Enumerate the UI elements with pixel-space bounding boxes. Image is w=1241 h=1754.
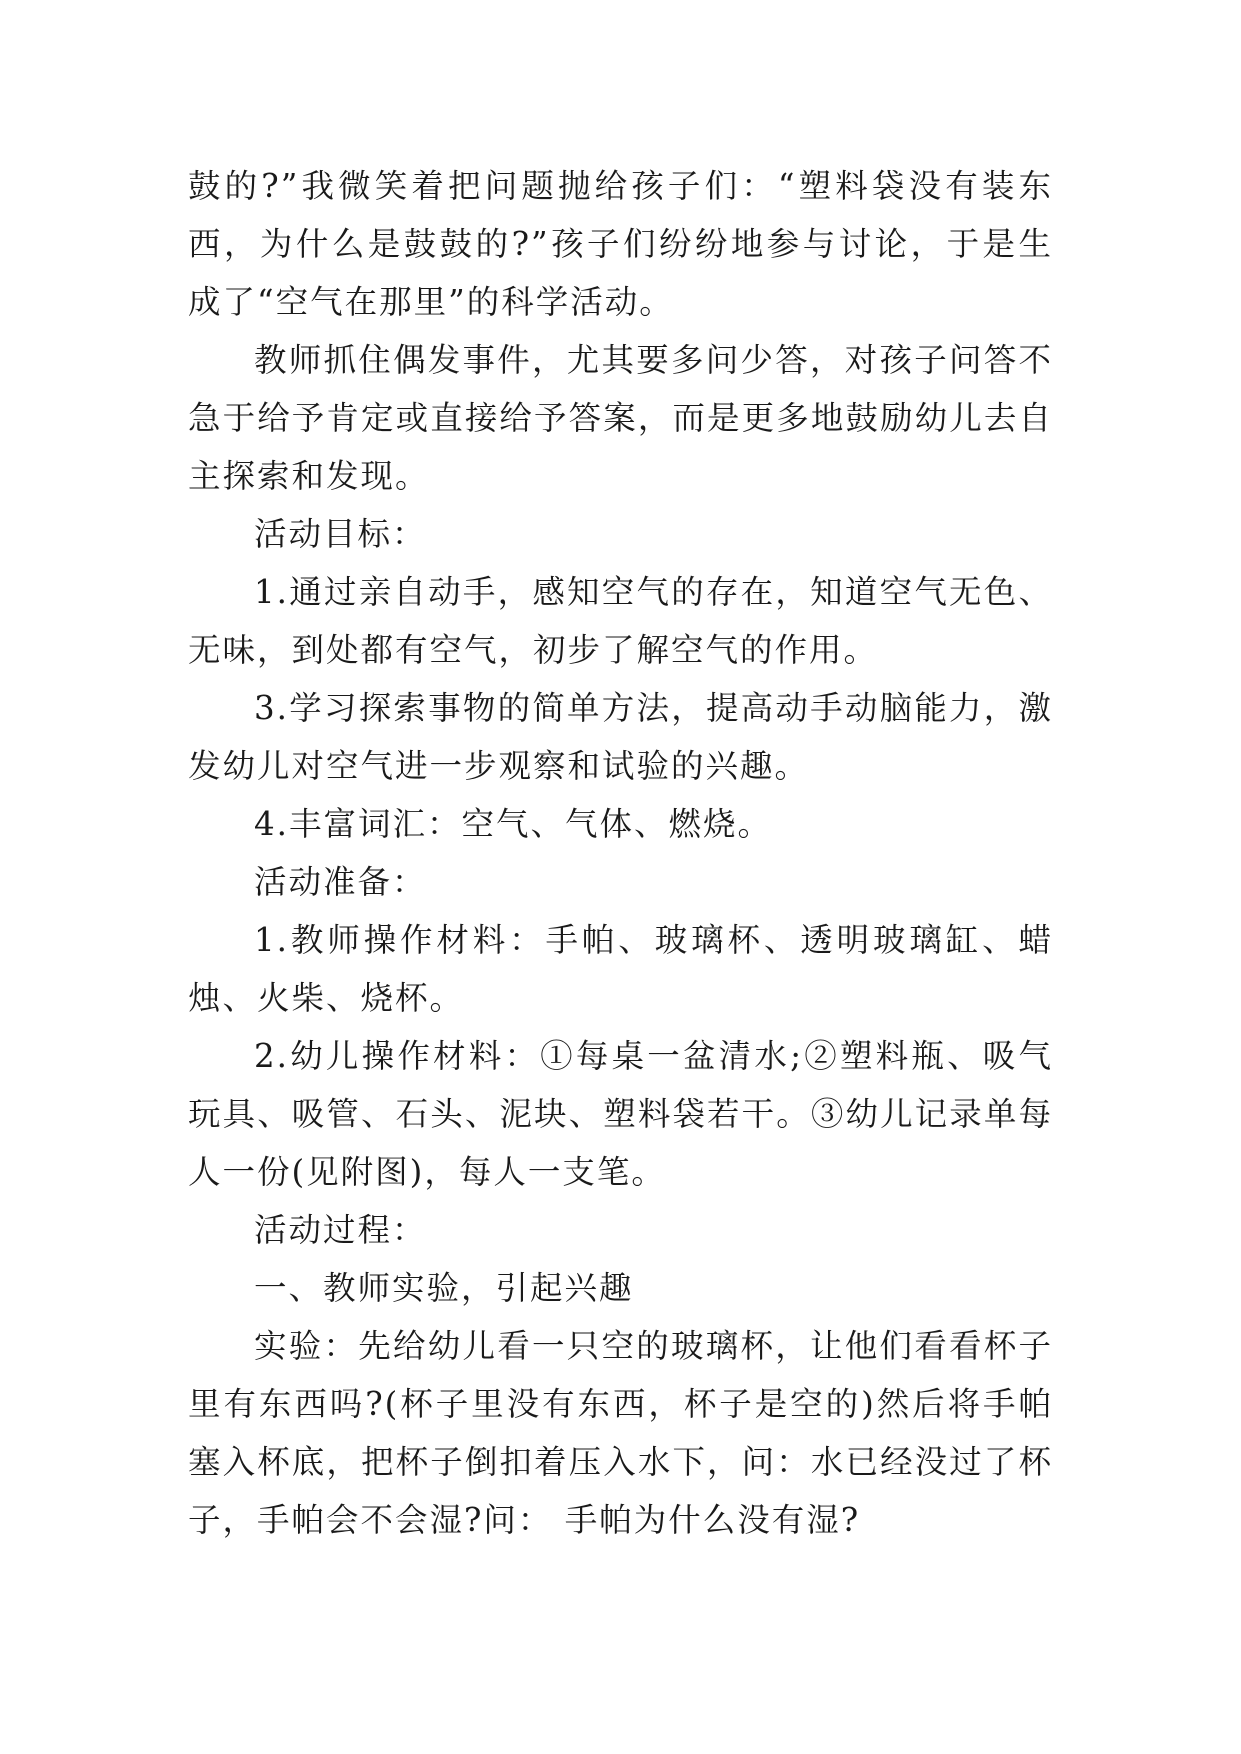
preparation-item-1: 1.教师操作材料：手帕、玻璃杯、透明玻璃缸、蜡烛、火柴、烧杯。: [188, 921, 1053, 1017]
goal-item-4: 4.丰富词汇：空气、气体、燃烧。: [254, 805, 773, 843]
paragraph-teacher-note: 教师抓住偶发事件，尤其要多问少答，对孩子问答不急于给予肯定或直接给予答案，而是更多地鼓励幼儿去自主探索和发现。: [188, 341, 1053, 495]
experiment-description: 实验：先给幼儿看一只空的玻璃杯，让他们看看杯子里有东西吗?(杯子里没有东西，杯子是空的)然后将手帕塞入杯底，把杯子倒扣着压入水下，问：水已经没过了杯子，手帕会不会湿?问： 手帕为什么没有湿?: [188, 1327, 1053, 1539]
document-body: [188, 157, 1053, 1549]
heading-activity-goals: 活动目标：: [254, 515, 427, 553]
heading-activity-process: 活动过程：: [254, 1211, 427, 1249]
preparation-item-2: 2.幼儿操作材料：①每桌一盆清水;②塑料瓶、吸气玩具、吸管、石头、泥块、塑料袋若干。③幼儿记录单每人一份(见附图)，每人一支笔。: [188, 1037, 1053, 1191]
heading-activity-preparation: 活动准备：: [254, 863, 427, 901]
paragraph-continuation: 鼓的?”我微笑着把问题抛给孩子们：“塑料袋没有装东西，为什么是鼓鼓的?”孩子们纷纷地参与讨论，于是生成了“空气在那里”的科学活动。: [188, 167, 1053, 321]
process-step-1-heading: 一、教师实验，引起兴趣: [254, 1269, 634, 1307]
goal-item-1: 1.通过亲自动手，感知空气的存在，知道空气无色、无味，到处都有空气，初步了解空气的作用。: [188, 573, 1053, 669]
goal-item-3: 3.学习探索事物的简单方法，提高动手动脑能力，激发幼儿对空气进一步观察和试验的兴趣。: [188, 689, 1053, 785]
